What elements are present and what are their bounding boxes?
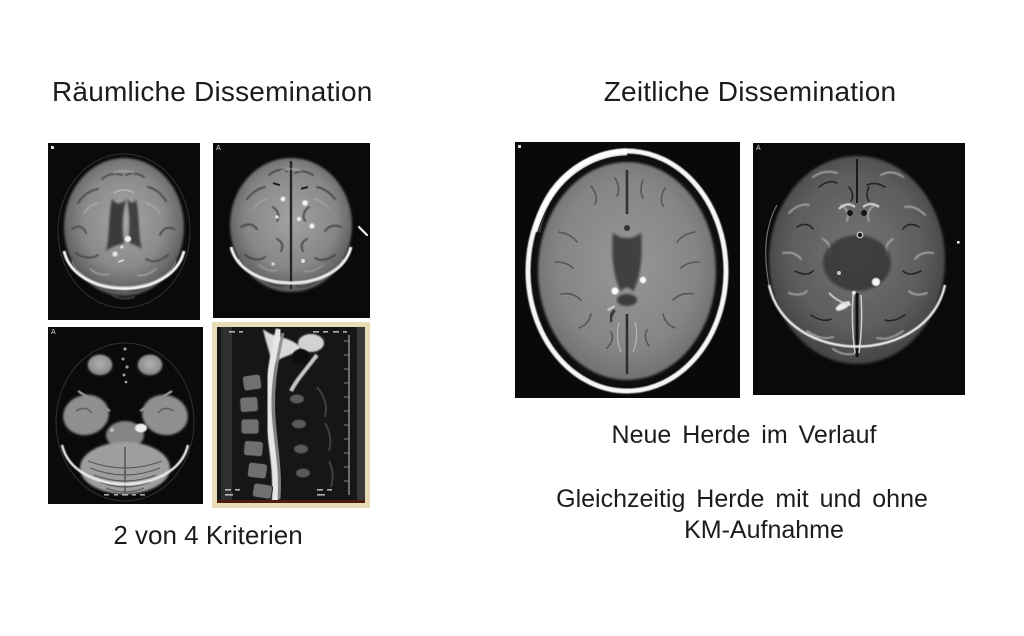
left-section-caption: 2 von 4 Kriterien	[113, 520, 303, 550]
mri-axial-t2-infratentorial-image	[48, 327, 203, 504]
mri-sagittal-cervical-spine-frame	[212, 322, 370, 508]
mri-axial-t2-periventricular-image	[48, 143, 200, 320]
corner-label: A	[51, 329, 56, 336]
caption-bottom-line2: KM-Aufnahme	[684, 516, 844, 544]
mri-axial-t2-periventricular	[48, 143, 200, 320]
corner-label: A	[756, 145, 761, 152]
mri-sagittal-cervical-spine	[217, 327, 365, 503]
corner-mark	[51, 146, 54, 149]
caption-bottom-line1: Gleichzeitig Herde mit und ohne	[556, 485, 928, 513]
mri-sagittal-cervical-spine-image	[217, 327, 365, 503]
mri-axial-t2-new-lesions	[753, 143, 965, 395]
mri-axial-t2-infratentorial	[48, 327, 203, 504]
right-section-title: Zeitliche Dissemination	[603, 76, 897, 107]
corner-label: A	[216, 145, 221, 152]
mri-axial-t1-contrast	[515, 142, 740, 398]
mri-axial-t1-contrast-image	[515, 142, 740, 398]
mri-axial-t2-new-lesions-image	[753, 143, 965, 395]
mri-axial-t2-juxtacortical	[213, 143, 370, 318]
corner-mark	[518, 145, 521, 148]
left-section-title: Räumliche Dissemination	[52, 76, 373, 107]
mri-axial-t2-juxtacortical-image	[213, 143, 370, 318]
right-section-caption-bottom	[512, 484, 972, 546]
right-section-caption-top: Neue Herde im Verlauf	[611, 421, 877, 449]
